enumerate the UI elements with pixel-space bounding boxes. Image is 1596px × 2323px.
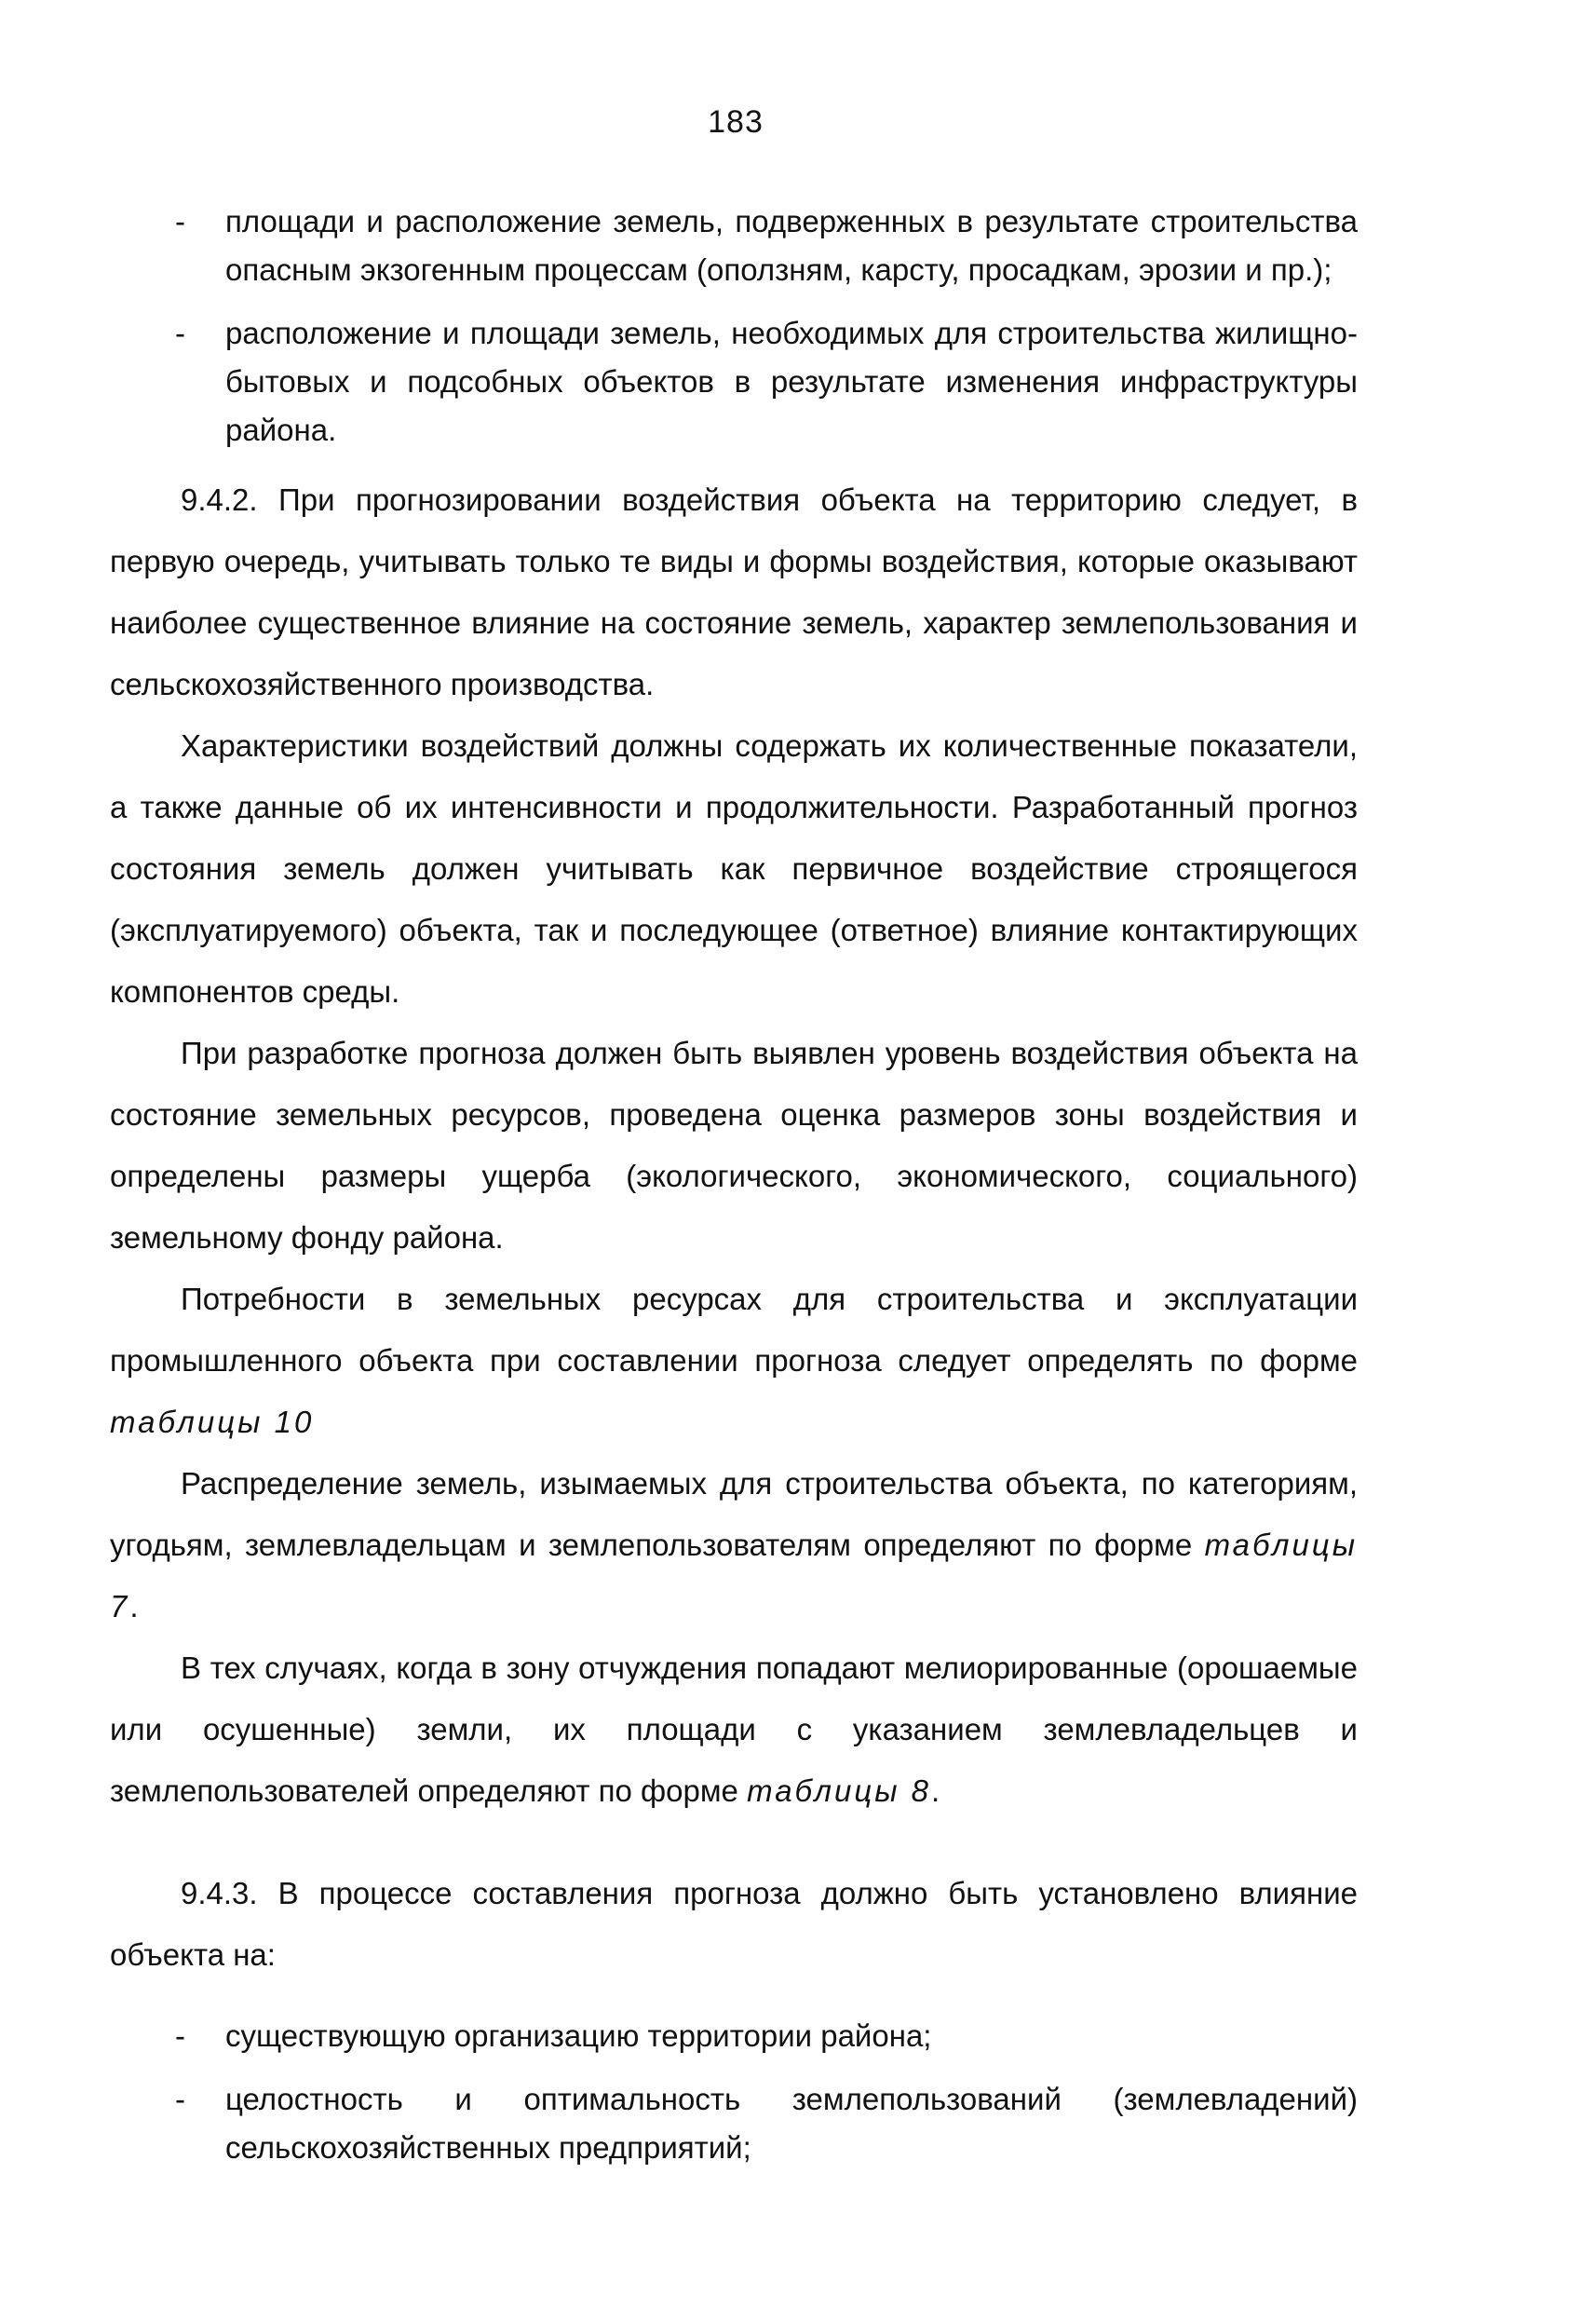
paragraph-text: Потребности в земельных ресурсах для строительства и эксплуатации промышленного объекта при составлении прогноза следует определять по форме xyxy=(110,1282,1358,1378)
bullet-dash: - xyxy=(175,204,185,238)
paragraph-9-4-2: 9.4.2. При прогнозировании воздействия объекта на территорию следует, в первую очередь, учитывать только те виды и формы воздействия, которые оказывают наиболее существенное влияние на состояние земель, характер землепользования и сельскохозяйственного производства. xyxy=(110,482,1358,701)
paragraph-land-distribution xyxy=(110,1453,1358,1637)
list-item-text: расположение и площади земель, необходимых для строительства жилищно-бытовых и подсобных объектов в результате изменения инфраструктуры района. xyxy=(225,316,1358,447)
page-content xyxy=(110,197,1358,2187)
paragraph-9-4-3: 9.4.3. В процессе составления прогноза должно быть установлено влияние объекта на: xyxy=(110,1876,1358,1972)
bullet-dash: - xyxy=(175,2018,185,2053)
table-reference: таблицы 10 xyxy=(110,1405,315,1439)
paragraph-land-needs xyxy=(110,1269,1358,1453)
list-item xyxy=(110,309,1358,455)
list-item xyxy=(110,2012,1358,2060)
list-item-text: существующую организацию территории района; xyxy=(225,2018,932,2053)
table-reference: таблицы 7 xyxy=(110,1528,1358,1623)
list-item xyxy=(110,197,1358,294)
paragraph-end: . xyxy=(129,1589,139,1623)
impact-list-bottom xyxy=(110,2012,1358,2172)
table-reference: таблицы 8 xyxy=(747,1773,932,1808)
paragraph-text: В тех случаях, когда в зону отчуждения попадают мелиорированные (орошаемые или осушенные) земли, их площади с указанием землевладельцев и землепользователей определяют по форме xyxy=(110,1651,1358,1808)
list-item-text: площади и расположение земель, подверженных в результате строительства опасным экзогенным процессам (оползням, карсту, просадкам, эрозии и пр.); xyxy=(225,204,1358,287)
list-item xyxy=(110,2075,1358,2172)
bullet-dash: - xyxy=(175,2082,185,2116)
paragraph-text: Распределение земель, изымаемых для строительства объекта, по категориям, угодьям, землевладельцам и землепользователям определяют по форме xyxy=(110,1466,1358,1562)
paragraph-forecast-development: При разработке прогноза должен быть выявлен уровень воздействия объекта на состояние земельных ресурсов, проведена оценка размеров зоны воздействия и определены размеры ущерба (экологического, экономического, социального) земельному фонду района. xyxy=(110,1036,1358,1255)
bullet-dash: - xyxy=(175,316,185,350)
page-number: 183 xyxy=(708,104,764,140)
paragraph-characteristics: Характеристики воздействий должны содержать их количественные показатели, а также данные об их интенсивности и продолжительности. Разработанный прогноз состояния земель должен учитывать как первичное воздействие строящегося (эксплуатируемого) объекта, так и последующее (ответное) влияние контактирующих компонентов среды. xyxy=(110,728,1358,1009)
paragraph-reclaimed-lands xyxy=(110,1637,1358,1822)
impact-list-top xyxy=(110,197,1358,455)
list-item-text: целостность и оптимальность землепользований (землевладений) сельскохозяйственных предприятий; xyxy=(225,2082,1358,2165)
paragraph-end: . xyxy=(931,1773,940,1808)
